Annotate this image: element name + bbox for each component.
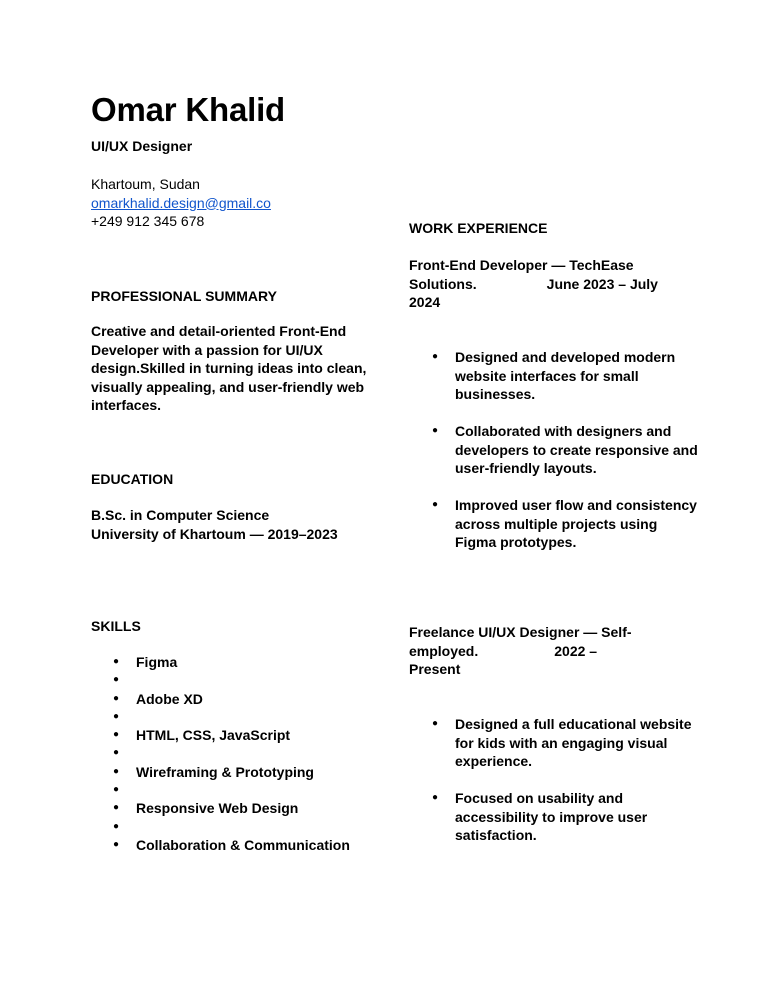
skill-item bbox=[91, 781, 350, 799]
job-dates: June 2023 – July 2024 bbox=[409, 275, 658, 310]
contact-block bbox=[91, 175, 271, 231]
email-link[interactable]: omarkhalid.design@gmail.co bbox=[91, 194, 271, 211]
job-dates: 2022 – Present bbox=[409, 642, 598, 677]
skill-item: ● Figma bbox=[91, 653, 350, 671]
job-bullet: ● Collaborated with designers and developers to create responsive and user-friendly layouts. bbox=[409, 422, 699, 478]
job-title: Freelance UI/UX Designer — Self-employed. bbox=[409, 624, 632, 659]
candidate-name: Omar Khalid bbox=[91, 91, 286, 128]
school: University of Khartoum — 2019–2023 bbox=[91, 525, 338, 542]
job-header bbox=[409, 256, 669, 312]
job-bullets bbox=[409, 348, 699, 570]
education-block bbox=[91, 506, 381, 543]
skill-item: ● HTML, CSS, JavaScript bbox=[91, 726, 350, 744]
skill-item bbox=[91, 671, 350, 689]
job-bullet: ● Designed a full educational website for kids with an engaging visual experience. bbox=[409, 715, 699, 771]
skill-item: ● Collaboration & Communication bbox=[91, 836, 350, 854]
job-bullet: ● Improved user flow and consistency across multiple projects using Figma prototypes. bbox=[409, 496, 699, 552]
summary-heading: PROFESSIONAL SUMMARY bbox=[91, 288, 277, 304]
skill-item: ● Responsive Web Design bbox=[91, 799, 350, 817]
location: Khartoum, Sudan bbox=[91, 176, 200, 192]
skill-item bbox=[91, 708, 350, 726]
job-bullet: ● Focused on usability and accessibility to improve user satisfaction. bbox=[409, 789, 699, 845]
experience-heading: WORK EXPERIENCE bbox=[409, 220, 548, 236]
job-header bbox=[409, 623, 639, 679]
skill-item bbox=[91, 744, 350, 762]
job-role: UI/UX Designer bbox=[91, 138, 193, 154]
job-title: Front-End Developer — TechEase Solutions. bbox=[409, 257, 634, 292]
skills-heading: SKILLS bbox=[91, 618, 141, 634]
job-bullet: ● Designed and developed modern website interfaces for small businesses. bbox=[409, 348, 699, 404]
skill-item: ● Wireframing & Prototyping bbox=[91, 763, 350, 781]
degree: B.Sc. in Computer Science bbox=[91, 507, 270, 523]
summary-text: Creative and detail-oriented Front-End Developer with a passion for UI/UX design.Skilled in turning ideas into clean, visually appealing, and user-friendly web interfaces. bbox=[91, 323, 367, 413]
phone: +249 912 345 678 bbox=[91, 213, 205, 229]
skill-item: ● Adobe XD bbox=[91, 690, 350, 708]
skill-item bbox=[91, 818, 350, 836]
skills-list bbox=[91, 653, 350, 854]
education-heading: EDUCATION bbox=[91, 471, 174, 487]
job-bullets bbox=[409, 715, 699, 863]
